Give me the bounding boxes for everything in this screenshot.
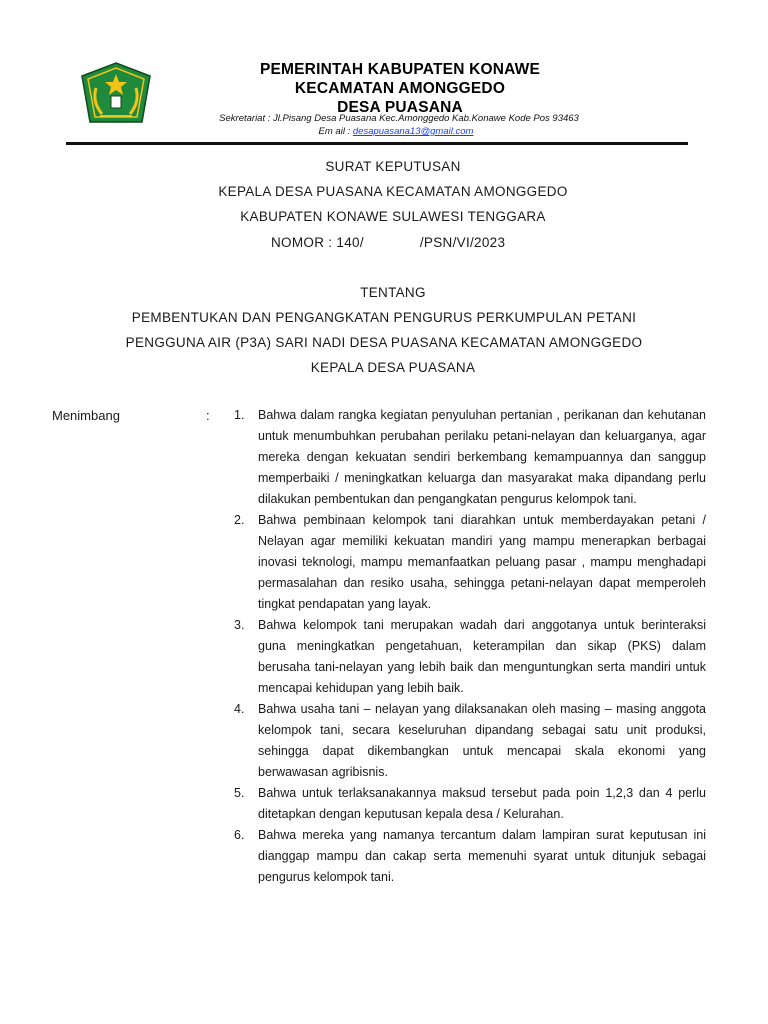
list-item xyxy=(234,699,706,783)
decree-number xyxy=(271,235,531,250)
subject-line-2: PENGGUNA AIR (P3A) SARI NADI DESA PUASANA KECAMATAN AMONGGEDO xyxy=(125,335,643,350)
decree-title: SURAT KEPUTUSAN xyxy=(325,159,461,174)
email-line xyxy=(0,125,768,138)
item-text: Bahwa pembinaan kelompok tani diarahkan untuk memberdayakan petani / Nelayan agar memiliki kekuatan mandiri yang mampu menerapkan berbagai inovasi teknologi, mampu memanfaatkan peluang pasar , mampu menghadapi permasalahan dan resiko usaha, sehingga petani-nelayan dapat memperoleh tingkat pendapatan yang layak. xyxy=(258,513,706,611)
list-item xyxy=(234,783,706,825)
decree-number-suffix: /PSN/VI/2023 xyxy=(419,235,506,250)
issuer-heading: KEPALA DESA PUASANA xyxy=(310,360,476,375)
list-item xyxy=(234,405,706,510)
considerations-list xyxy=(234,405,706,888)
secretariat-address: Sekretariat : Jl.Pisang Desa Puasana Kec.Amonggedo Kab.Konawe Kode Pos 93463 xyxy=(219,113,579,124)
item-text: Bahwa untuk terlaksanakannya maksud tersebut pada poin 1,2,3 dan 4 perlu ditetapkan dengan keputusan kepala desa / Kelurahan. xyxy=(258,786,706,821)
item-number: 2. xyxy=(234,513,245,527)
letterhead xyxy=(200,60,600,117)
item-number: 5. xyxy=(234,786,245,800)
letterhead-divider xyxy=(66,142,688,145)
item-text: Bahwa usaha tani – nelayan yang dilaksanakan oleh masing – masing anggota kelompok tani, secara keseluruhan dipandang sebagai satu unit produksi, sehingga dapat dikembangkan untuk mencapai skala ekonomi yang berwawasan agribisnis. xyxy=(258,702,706,779)
government-name: PEMERINTAH KABUPATEN KONAWE xyxy=(259,61,541,78)
item-text: Bahwa kelompok tani merupakan wadah dari anggotanya untuk berinteraksi guna meningkatkan pengetahuan, keterampilan dan sikap (PKS) dalam berusaha tani-nelayan yang lebih baik dan menguntungkan serta mandiri untuk mencapai kehidupan yang lebih baik. xyxy=(258,618,706,695)
list-item xyxy=(234,510,706,615)
item-number: 1. xyxy=(234,408,245,422)
item-text: Bahwa mereka yang namanya tercantum dalam lampiran surat keputusan ini dianggap mampu dan cakap serta memenuhi syarat untuk ditunjuk sebagai pengurus kelompok tani. xyxy=(258,828,706,884)
item-number: 6. xyxy=(234,828,245,842)
email-link[interactable]: desapuasana13@gmail.com xyxy=(352,126,474,137)
village-name: DESA PUASANA xyxy=(337,99,463,116)
list-item xyxy=(234,825,706,888)
decree-issuer-line: KEPALA DESA PUASANA KECAMATAN AMONGGEDO xyxy=(218,184,568,199)
letterhead-address xyxy=(0,112,768,138)
district-name: KECAMATAN AMONGGEDO xyxy=(294,80,506,97)
subject-line-1: PEMBENTUKAN DAN PENGANGKATAN PENGURUS PERKUMPULAN PETANI xyxy=(131,310,637,325)
item-number: 3. xyxy=(234,618,245,632)
list-item xyxy=(234,615,706,699)
menimbang-colon: : xyxy=(206,408,210,423)
decree-region-line: KABUPATEN KONAWE SULAWESI TENGGARA xyxy=(240,209,546,224)
email-label: Em ail : xyxy=(318,126,351,137)
tentang-heading: TENTANG xyxy=(360,285,426,300)
menimbang-label: Menimbang xyxy=(52,408,120,423)
decree-number-prefix: NOMOR : 140/ xyxy=(271,235,364,250)
item-number: 4. xyxy=(234,702,245,716)
item-text: Bahwa dalam rangka kegiatan penyuluhan pertanian , perikanan dan kehutanan untuk menumbuhkan perubahan perilaku petani-nelayan dan keluarganya, agar mereka dengan kekuatan sendiri berkembang kemampuannya dan sanggup memperbaiki / meningkatkan keluarga dan masyarakat maka dipandang perlu dilakukan pembentukan dan pengangkatan pengurus kelompok tani. xyxy=(258,408,706,506)
